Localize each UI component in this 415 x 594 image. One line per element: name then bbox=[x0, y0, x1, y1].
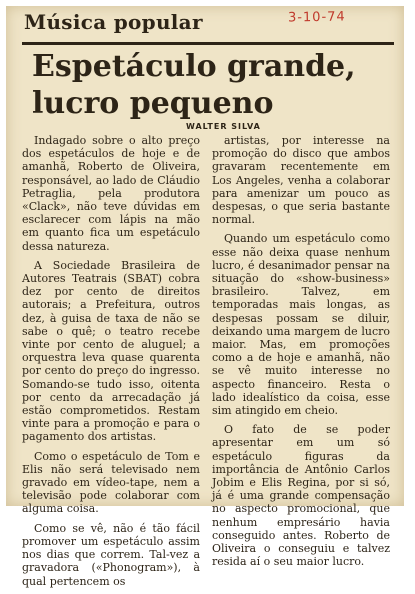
handwritten-date: 3-10-74 bbox=[287, 9, 346, 26]
article-column-left bbox=[22, 134, 200, 594]
newspaper-clipping bbox=[6, 6, 404, 588]
byline: WALTER SILVA bbox=[186, 122, 261, 131]
paragraph: Como se vê, não é tão fácil promover um espetáculo assim nos dias que correm. Tal-vez a gravadora («Phonogram»), à qual pertencem os bbox=[22, 521, 200, 588]
paragraph: O fato de se poder apresentar em um só espetáculo figuras da importância de Antônio Carlos Jobim e Elis Regina, por si só, já é uma grande compensação no aspecto promocional, que nenhum empresário havia conseguido antes. Roberto de Oliveira o conseguiu e talvez resida aí o seu maior lucro. bbox=[212, 423, 390, 569]
section-rule bbox=[22, 42, 394, 45]
paragraph: artistas, por interesse na promoção do disco que ambos gravaram recentemente em Los Angeles, venha a colaborar para amenizar um pouco as despesas, o que seria bastante normal. bbox=[212, 134, 390, 227]
article-column-right bbox=[212, 134, 390, 575]
headline-line-1: Espetáculo grande, bbox=[32, 49, 356, 84]
headline bbox=[32, 48, 392, 122]
paragraph: Indagado sobre o alto preço dos espetáculos de hoje e de amanhã, Roberto de Oliveira, responsável, ao lado de Cláudio Petraglia, pela produtora «Clack», não teve dúvidas em esclarecer com lápis na mão em quanto fica um espetáculo dessa natureza. bbox=[22, 134, 200, 253]
headline-line-2: lucro pequeno bbox=[32, 86, 274, 121]
paragraph: A Sociedade Brasileira de Autores Teatrais (SBAT) cobra dez por cento de direitos autorais; a Prefeitura, outros dez, à guisa de taxa de não se sabe o quê; o teatro recebe vinte por cento de aluguel; a orquestra leva quase quarenta por cento do preço do ingresso. Somando-se tudo isso, oitenta por cento da arrecadação já estão comprometidos. Restam vinte para a promoção e para o pagamento dos artistas. bbox=[22, 258, 200, 444]
paragraph: Quando um espetáculo como esse não deixa quase nenhum lucro, é desanimador pensar na situação do «show-business» brasileiro. Talvez, em temporadas mais longas, as despesas possam se diluir, deixando uma margem de lucro maior. Mas, em promoções como a de hoje e amanhã, não se vê muito interesse no aspecto financeiro. Resta o lado idealístico da coisa, esse sim atingido em cheio. bbox=[212, 232, 390, 418]
paragraph: Como o espetáculo de Tom e Elis não será televisado nem gravado em vídeo-tape, nem a televisão pode colaborar com alguma coisa. bbox=[22, 449, 200, 516]
section-title: Música popular bbox=[24, 10, 203, 34]
